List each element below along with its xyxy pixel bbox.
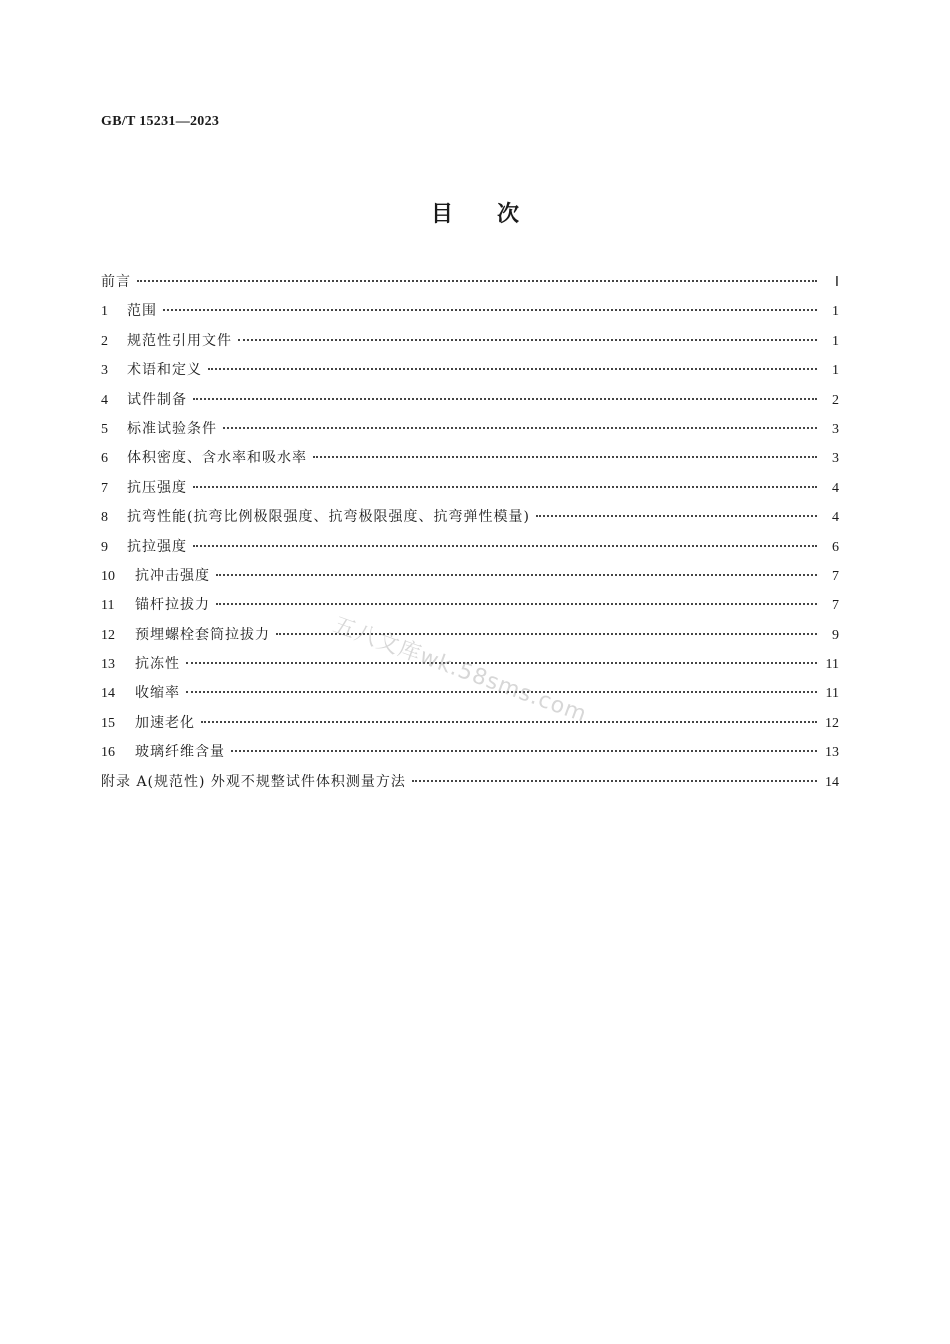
toc-entry-number: 7 bbox=[101, 480, 108, 496]
toc-entry-page: Ⅰ bbox=[834, 275, 839, 290]
toc-entry[interactable] bbox=[101, 565, 839, 594]
toc-entry-page: 2 bbox=[832, 392, 839, 408]
toc-entry-number: 13 bbox=[101, 657, 115, 673]
toc-entry-page: 14 bbox=[825, 774, 839, 790]
toc-entry-label: 标准试验条件 bbox=[127, 420, 217, 437]
toc-leader-dots bbox=[193, 398, 817, 400]
toc-entry-number: 3 bbox=[101, 363, 108, 379]
toc-entry-page: 6 bbox=[832, 539, 839, 555]
toc-entry-page: 1 bbox=[832, 363, 839, 379]
toc-entry-label: 前言 bbox=[101, 274, 131, 290]
toc-entry-page: 9 bbox=[832, 627, 839, 643]
toc-entry-label: 抗拉强度 bbox=[127, 538, 187, 555]
toc-leader-dots bbox=[216, 603, 817, 605]
toc-entry-label: 体积密度、含水率和吸水率 bbox=[127, 450, 307, 467]
toc-leader-dots bbox=[223, 427, 817, 429]
toc-entry-label: 试件制备 bbox=[127, 391, 187, 408]
toc-leader-dots bbox=[231, 750, 817, 752]
toc-leader-dots bbox=[276, 633, 817, 635]
toc-entry[interactable] bbox=[101, 300, 839, 329]
toc-entry[interactable] bbox=[101, 389, 839, 418]
toc-entry[interactable] bbox=[101, 330, 839, 359]
toc-leader-dots bbox=[163, 309, 817, 311]
toc-leader-dots bbox=[208, 368, 817, 370]
toc-entry-page: 3 bbox=[832, 421, 839, 437]
toc-entry-page: 4 bbox=[832, 510, 839, 526]
toc-entry-page: 4 bbox=[832, 480, 839, 496]
toc-leader-dots bbox=[201, 721, 817, 723]
table-of-contents bbox=[101, 271, 839, 800]
toc-entry-label: 抗冲击强度 bbox=[135, 567, 210, 584]
toc-leader-dots bbox=[193, 486, 817, 488]
toc-entry[interactable] bbox=[101, 741, 839, 770]
toc-leader-dots bbox=[536, 515, 817, 517]
toc-entry-page: 7 bbox=[832, 598, 839, 614]
toc-leader-dots bbox=[137, 280, 817, 282]
toc-entry[interactable] bbox=[101, 594, 839, 623]
toc-entry-number: 14 bbox=[101, 686, 115, 702]
toc-entry[interactable] bbox=[101, 477, 839, 506]
toc-entry-number: 15 bbox=[101, 715, 115, 731]
toc-entry[interactable] bbox=[101, 359, 839, 388]
toc-entry-page: 11 bbox=[825, 657, 839, 673]
toc-entry-page: 11 bbox=[825, 686, 839, 702]
toc-leader-dots bbox=[186, 691, 817, 693]
toc-entry-label: 术语和定义 bbox=[127, 362, 202, 379]
toc-entry-page: 7 bbox=[832, 568, 839, 584]
toc-entry[interactable] bbox=[101, 653, 839, 682]
toc-entry-label: 附录 A(规范性) 外观不规整试件体积测量方法 bbox=[101, 773, 406, 790]
toc-entry-number: 16 bbox=[101, 745, 115, 761]
toc-entry-page: 13 bbox=[825, 745, 839, 761]
toc-entry[interactable] bbox=[101, 771, 839, 800]
toc-leader-dots bbox=[186, 662, 817, 664]
toc-entry[interactable] bbox=[101, 271, 839, 300]
toc-entry-number: 12 bbox=[101, 627, 115, 643]
toc-entry-page: 1 bbox=[832, 333, 839, 349]
toc-entry[interactable] bbox=[101, 447, 839, 476]
toc-leader-dots bbox=[216, 574, 817, 576]
toc-leader-dots bbox=[313, 456, 817, 458]
toc-entry-number: 9 bbox=[101, 539, 108, 555]
toc-entry-label: 玻璃纤维含量 bbox=[135, 744, 225, 761]
toc-entry-label: 范围 bbox=[127, 303, 157, 320]
toc-entry-label: 抗弯性能(抗弯比例极限强度、抗弯极限强度、抗弯弹性模量) bbox=[127, 509, 530, 526]
toc-entry-number: 1 bbox=[101, 304, 108, 320]
toc-leader-dots bbox=[193, 545, 817, 547]
toc-entry[interactable] bbox=[101, 506, 839, 535]
toc-leader-dots bbox=[238, 339, 817, 341]
standard-code: GB/T 15231—2023 bbox=[101, 114, 220, 129]
toc-entry-label: 规范性引用文件 bbox=[127, 332, 232, 349]
toc-entry-number: 4 bbox=[101, 392, 108, 408]
page-title: 目次 bbox=[430, 202, 563, 227]
toc-entry[interactable] bbox=[101, 536, 839, 565]
toc-entry-page: 3 bbox=[832, 451, 839, 467]
toc-entry-number: 5 bbox=[101, 421, 108, 437]
toc-leader-dots bbox=[412, 780, 817, 782]
toc-entry-number: 11 bbox=[101, 598, 115, 614]
toc-entry[interactable] bbox=[101, 712, 839, 741]
toc-entry-label: 锚杆拉拔力 bbox=[135, 597, 210, 614]
toc-entry[interactable] bbox=[101, 418, 839, 447]
toc-entry-number: 10 bbox=[101, 568, 115, 584]
toc-entry-page: 1 bbox=[832, 304, 839, 320]
toc-entry-number: 8 bbox=[101, 510, 108, 526]
watermark: 五八文库wk.58sms.com bbox=[329, 612, 591, 728]
toc-entry-number: 6 bbox=[101, 451, 108, 467]
toc-entry[interactable] bbox=[101, 624, 839, 653]
toc-entry-label: 加速老化 bbox=[135, 714, 195, 731]
toc-entry-number: 2 bbox=[101, 333, 108, 349]
toc-entry[interactable] bbox=[101, 682, 839, 711]
toc-entry-label: 预埋螺栓套筒拉拔力 bbox=[135, 626, 270, 643]
toc-entry-label: 收缩率 bbox=[135, 685, 180, 702]
toc-entry-page: 12 bbox=[825, 715, 839, 731]
toc-entry-label: 抗冻性 bbox=[135, 656, 180, 673]
toc-entry-label: 抗压强度 bbox=[127, 479, 187, 496]
